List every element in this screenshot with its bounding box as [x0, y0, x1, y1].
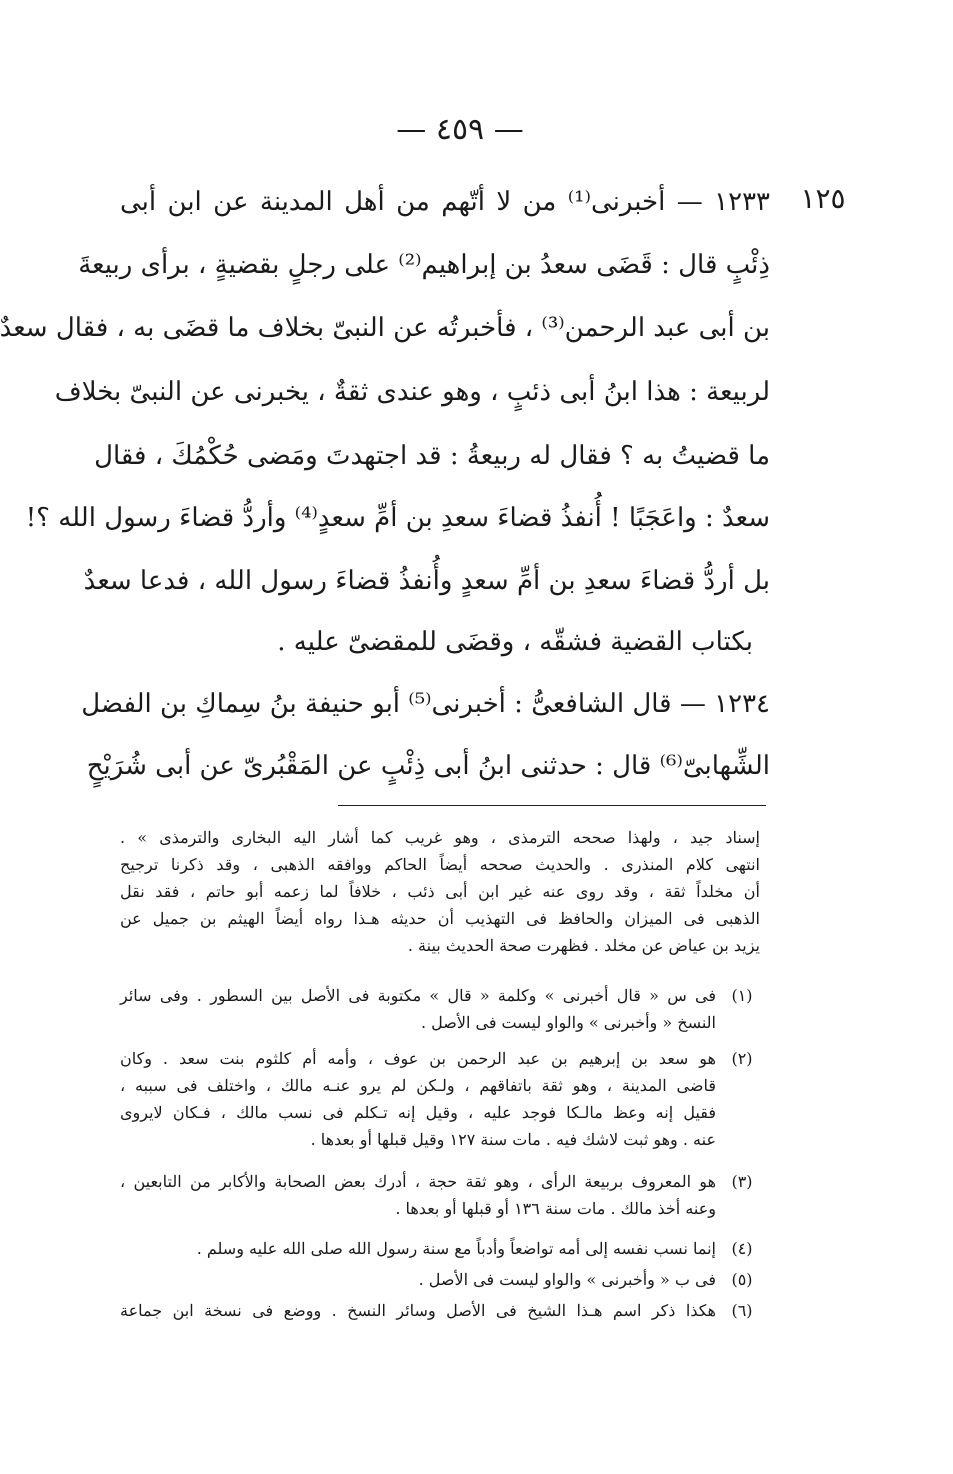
main-text-line: ما قضيتُ به ؟ فقال له ربيعةُ : قد اجتهدتَ ومَضى حُكْمُكَ ، فقال: [94, 441, 770, 471]
footnote-line: إنما نسب نفسه إلى أمه تواضعاً وأدباً مع سنة رسول الله صلى الله عليه وسلم .: [196, 1239, 716, 1258]
footnote-continuation-line: الذهبى فى الميزان والحافظ فى التهذيب أن حديثه هـذا رواه أيضاً الهيثم بن جميل عن: [120, 909, 760, 928]
footnote-line: النسخ « وأخبرنى » والواو ليست فى الأصل .: [420, 1013, 716, 1032]
footnote-line: فى ب « وأخبرنى » والواو ليست فى الأصل .: [418, 1270, 716, 1289]
footnote-marker: (٢): [731, 1049, 753, 1068]
footnote-marker: (١): [731, 986, 753, 1005]
footnote-line: هو المعروف بربيعة الرأى ، وهو ثقة حجة ، أدرك بعض الصحابة والأكابر من التابعين ،: [120, 1172, 716, 1191]
page-number: — ٤٥٩ —: [396, 112, 524, 147]
footnote-separator: [338, 805, 766, 806]
footnote-continuation-line: يزيد بن عياض عن مخلد . فظهرت صحة الحديث بينة .: [407, 936, 760, 955]
footnote-marker: (٥): [731, 1270, 753, 1289]
main-text-line: الشِّهابىّ⁽⁶⁾ قال : حدثنى ابنُ أبى ذِئْبٍ عن المَقْبُرىّ عن أبى شُرَيْحٍ: [86, 751, 770, 781]
footnote-marker: (٣): [731, 1172, 753, 1191]
footnote-marker: (٤): [731, 1239, 753, 1258]
footnote-line: هو سعد بن إبرهيم بن عبد الرحمن بن عوف ، وأمه أم كلثوم بنت سعد . وكان: [120, 1049, 716, 1068]
main-text-line: ١٢٣٤ — قال الشافعىُّ : أخبرنى⁽⁵⁾ أبو حنيفة بنُ سِماكِ بن الفضل: [81, 689, 770, 719]
footnote-continuation-line: انتهى كلام المنذرى . والحديث صححه أيضاً الحاكم ووافقه الذهبى ، وقد ذكرنا ترجيح: [120, 855, 760, 874]
footnote-line: فقيل إنه وعظ مالـكا فوجد عليه ، وقيل إنه تـكلم فى نسب مالك ، فـكان لايروى: [120, 1103, 716, 1122]
footnote-line: قاضى المدينة ، وهو ثقة باتفاقهم ، ولـكن لم يرو عنـه مالك ، واختلف فى سببه ،: [120, 1076, 716, 1095]
main-text-line: بكتاب القضية فشقّه ، وقضَى للمقضىّ عليه .: [277, 627, 753, 657]
footnote-line: عنه . وهو ثبت لاشك فيه . مات سنة ١٢٧ وقيل قبلها أو بعدها .: [310, 1130, 716, 1149]
main-text-line: بن أبى عبد الرحمن⁽³⁾ ، فأخبرتُه عن النبىّ بخلاف ما قضَى به ، فقال سعدٌ: [0, 313, 770, 343]
footnote-marker: (٦): [731, 1301, 753, 1320]
margin-number: ١٢٥: [800, 182, 846, 215]
main-text-line: ذِئْبٍ قال : قَضَى سعدُ بن إبراهيم⁽²⁾ على رجلٍ بقضيةٍ ، برأى ربيعةَ: [78, 250, 770, 280]
footnote-line: وعنه أخذ مالك . مات سنة ١٣٦ أو قبلها أو بعدها .: [395, 1199, 716, 1218]
footnote-continuation-line: إسناد جيد ، ولهذا صححه الترمذى ، وهو غريب كما أشار اليه البخارى والترمذى » .: [120, 828, 760, 847]
main-text-line: ١٢٣٣ — أخبرنى⁽¹⁾ من لا أتّهم من أهل المدينة عن ابن أبى: [120, 187, 770, 217]
main-text-line: لربيعة : هذا ابنُ أبى ذئبٍ ، وهو عندى ثقةٌ ، يخبرنى عن النبىّ بخلاف: [54, 377, 770, 407]
footnote-line: فى س « قال أخبرنى » وكلمة « قال » مكتوبة فى الأصل بين السطور . وفى سائر: [120, 986, 716, 1005]
main-text-line: سعدٌ : واعَجَبًا ! أُنفذُ قضاءَ سعدِ بن أمِّ سعدٍ⁽⁴⁾ وأردُّ قضاءَ رسول الله ؟!: [25, 503, 770, 533]
main-text-line: بل أردُّ قضاءَ سعدِ بن أمِّ سعدٍ وأُنفذُ قضاءَ رسول الله ، فدعا سعدٌ: [83, 566, 770, 596]
footnote-line: هكذا ذكر اسم هـذا الشيخ فى الأصل وسائر النسخ . ووضع فى نسخة ابن جماعة: [120, 1301, 716, 1320]
footnote-continuation-line: أن مخلداً ثقة ، وقد روى عنه غير ابن أبى ذئب ، خلافاً لما زعمه أبو حاتم ، فقد نقل: [120, 882, 760, 901]
